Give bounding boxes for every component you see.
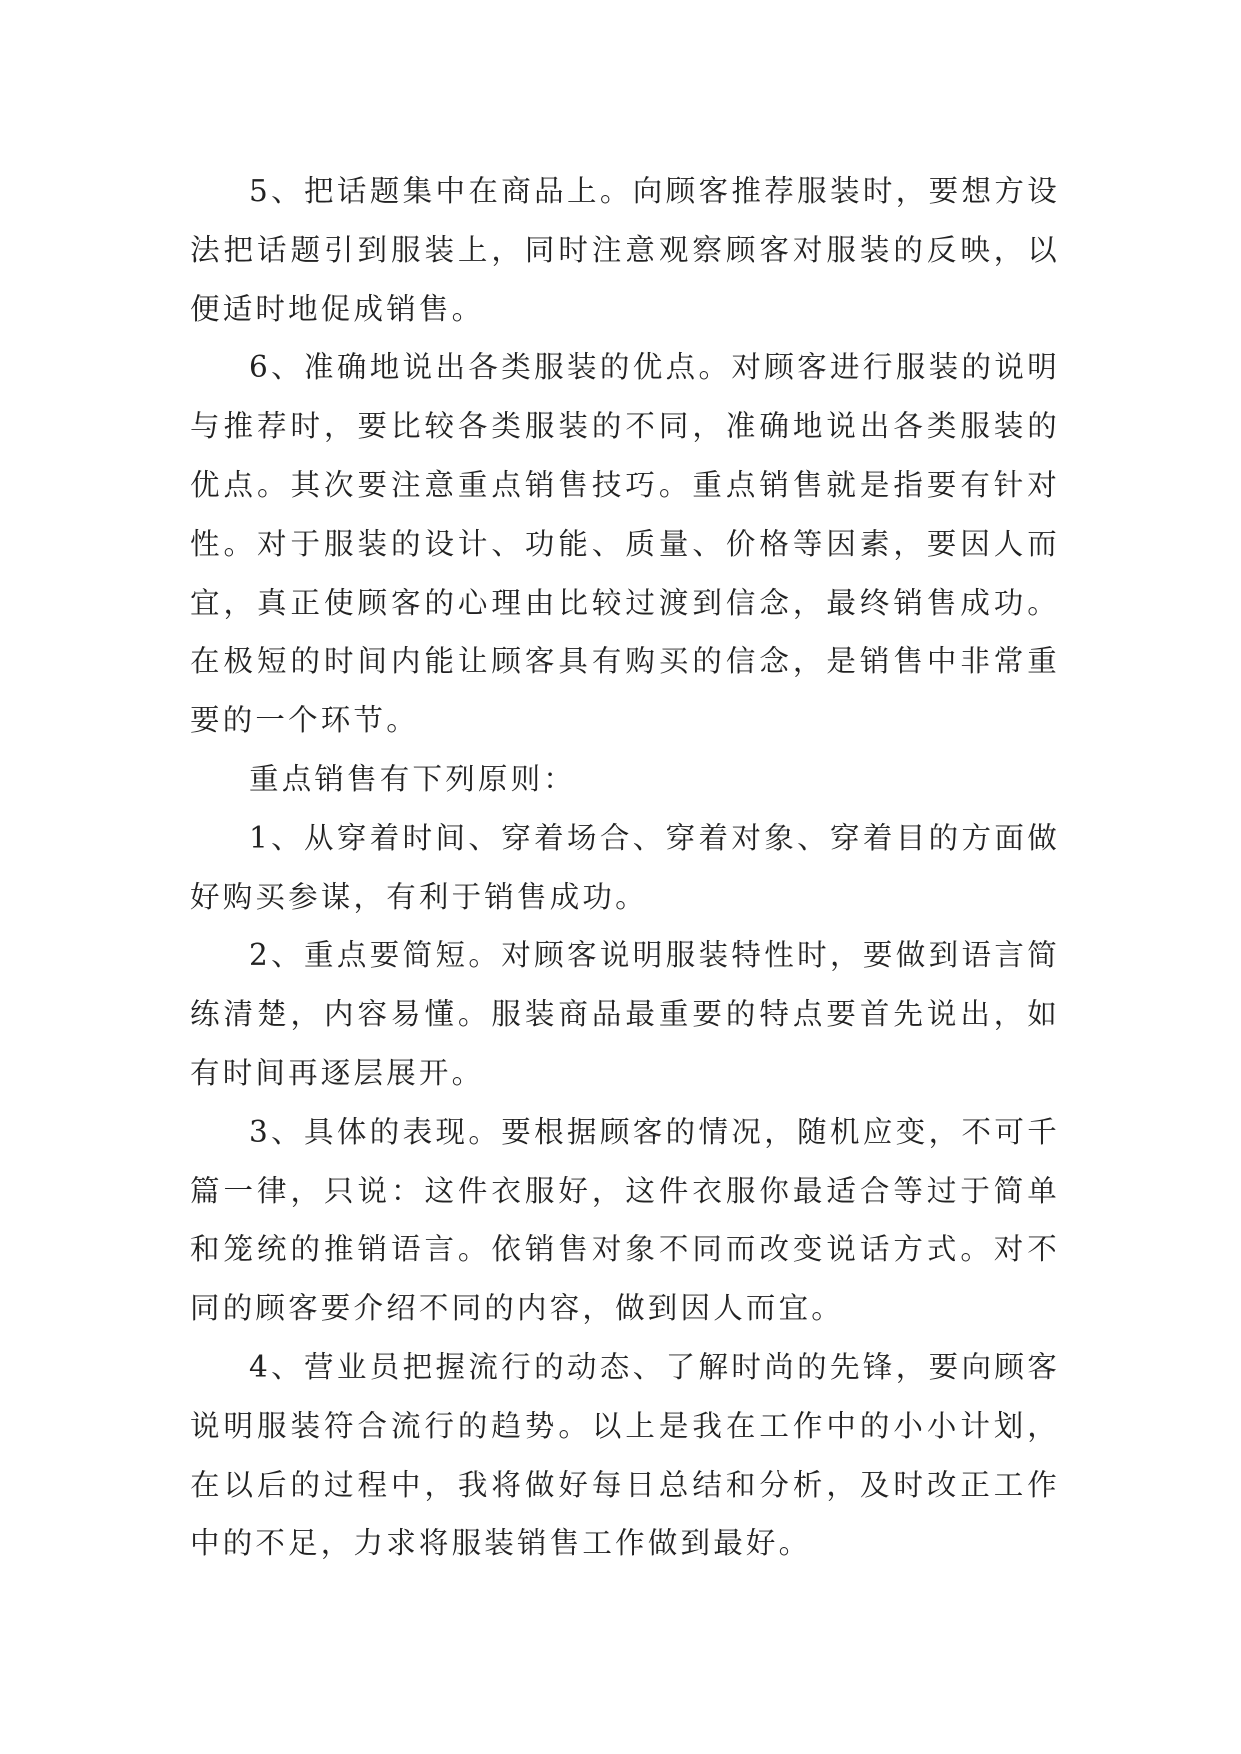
paragraph-principle-3: 3、具体的表现。要根据顾客的情况，随机应变，不可千篇一律，只说：这件衣服好，这件衣服你最适合等过于简单和笼统的推销语言。依销售对象不同而改变说话方式。对不同的顾客要介绍不同的内容，做到因人而宜。 bbox=[190, 1114, 1060, 1326]
paragraph-principle-2: 2、重点要简短。对顾客说明服装特性时，要做到语言简练清楚，内容易懂。服装商品最重要的特点要首先说出，如有时间再逐层展开。 bbox=[190, 938, 1060, 1090]
paragraph-tip-5: 5、把话题集中在商品上。向顾客推荐服装时，要想方设法把话题引到服装上，同时注意观察顾客对服装的反映，以便适时地促成销售。 bbox=[190, 174, 1060, 326]
paragraph-principles-heading: 重点销售有下列原则： bbox=[249, 761, 577, 796]
paragraph-principle-4: 4、营业员把握流行的动态、了解时尚的先锋，要向顾客说明服装符合流行的趋势。以上是我在工作中的小小计划，在以后的过程中，我将做好每日总结和分析，及时改正工作中的不足，力求将服装销售工作做到最好。 bbox=[190, 1349, 1060, 1561]
document-body bbox=[190, 162, 1060, 1573]
paragraph-principle-1: 1、从穿着时间、穿着场合、穿着对象、穿着目的方面做好购买参谋，有利于销售成功。 bbox=[190, 820, 1060, 914]
paragraph-tip-6: 6、准确地说出各类服装的优点。对顾客进行服装的说明与推荐时，要比较各类服装的不同，准确地说出各类服装的优点。其次要注意重点销售技巧。重点销售就是指要有针对性。对于服装的设计、功能、质量、价格等因素，要因人而宜，真正使顾客的心理由比较过渡到信念，最终销售成功。在极短的时间内能让顾客具有购买的信念，是销售中非常重要的一个环节。 bbox=[190, 350, 1060, 738]
